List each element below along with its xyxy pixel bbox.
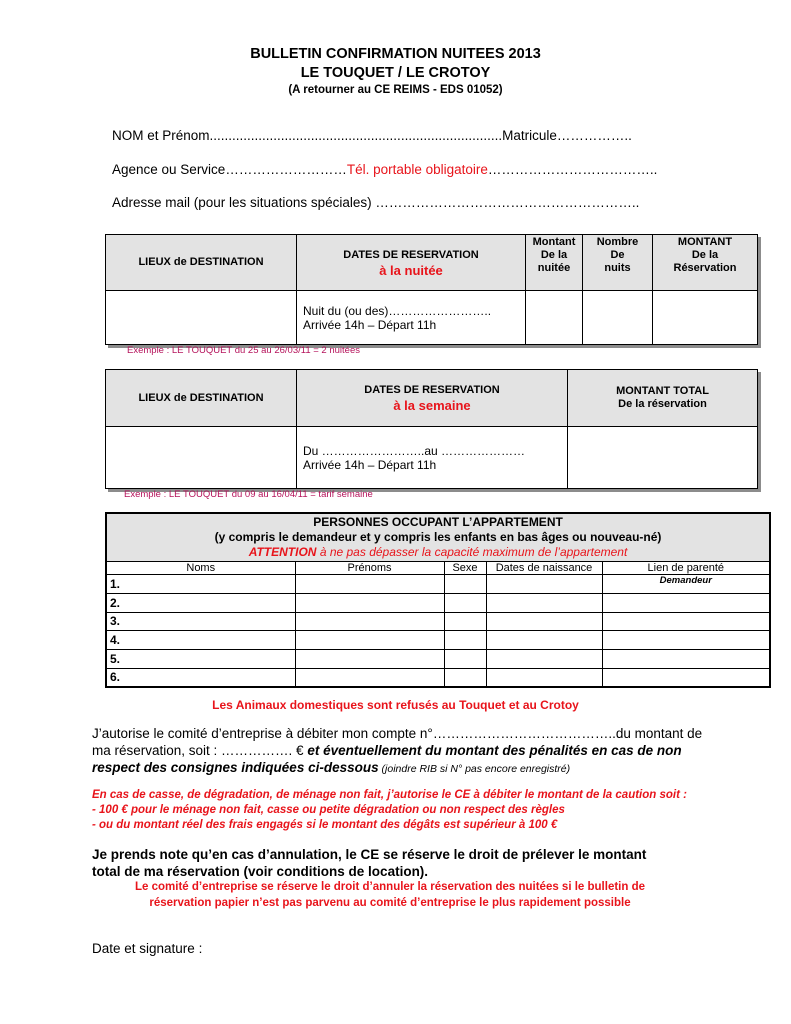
prenom-cell[interactable] xyxy=(295,649,444,668)
example-semaine: Exemple : LE TOUQUET du 09 au 16/04/11 = tarif semaine xyxy=(124,489,373,500)
page-subtitle: LE TOUQUET / LE CROTOY xyxy=(300,65,491,81)
table-row xyxy=(106,630,770,649)
sexe-cell[interactable] xyxy=(444,612,486,630)
naissance-cell[interactable] xyxy=(486,612,602,630)
lieux-input-cell[interactable] xyxy=(106,291,297,345)
prenom-cell[interactable] xyxy=(295,574,444,593)
row-number: 2. xyxy=(106,593,295,612)
header-montant-nuitee: Montant De la nuitée xyxy=(526,235,583,291)
col-prenoms: Prénoms xyxy=(295,561,444,574)
lien-cell[interactable] xyxy=(602,630,770,649)
header-dates-semaine: DATES DE RESERVATION à la semaine xyxy=(297,370,568,427)
cancellation-warning: Le comité d’entreprise se réserve le droit d’annuler la réservation des nuitées si le bulletin de réservation papier n’est pas parvenu au comité d’entreprise le plus rapidement possible xyxy=(134,881,645,909)
prenom-cell[interactable] xyxy=(295,593,444,612)
table-row xyxy=(106,668,770,687)
header-nombre-nuits: Nombre De nuits xyxy=(583,235,653,291)
prenom-cell[interactable] xyxy=(295,668,444,687)
table-nuitee xyxy=(105,234,758,345)
prenom-cell[interactable] xyxy=(295,612,444,630)
naissance-cell[interactable] xyxy=(486,574,602,593)
sexe-cell[interactable] xyxy=(444,668,486,687)
persons-table xyxy=(105,512,771,688)
row-number: 5. xyxy=(106,649,295,668)
signature-label[interactable]: Date et signature : xyxy=(92,941,203,956)
header-lieux: LIEUX de DESTINATION xyxy=(106,235,297,291)
agence-field[interactable] xyxy=(112,162,657,177)
row-number: 1. xyxy=(106,574,295,593)
montant-total-input-cell[interactable] xyxy=(568,427,758,489)
dates-semaine-input-cell[interactable]: Du ……………………..au ………………… Arrivée 14h – Départ 11h xyxy=(297,427,568,489)
row-number: 3. xyxy=(106,612,295,630)
col-noms: Noms xyxy=(106,561,295,574)
naissance-cell[interactable] xyxy=(486,630,602,649)
col-sexe: Sexe xyxy=(444,561,486,574)
sexe-cell[interactable] xyxy=(444,630,486,649)
animals-notice: Les Animaux domestiques sont refusés au Touquet et au Crotoy xyxy=(212,698,579,712)
table-row xyxy=(106,612,770,630)
sexe-cell[interactable] xyxy=(444,593,486,612)
nom-prenom-field[interactable]: NOM et Prénom..............................................................................Matricule…………….. xyxy=(112,128,632,143)
col-lien-parente: Lien de parenté xyxy=(602,561,770,574)
table-row xyxy=(106,649,770,668)
agence-dots: ……………………………….. xyxy=(487,162,658,177)
cancellation-text: Je prends note qu’en cas d’annulation, le CE se réserve le droit de prélever le montant total de ma réservation (voir conditions de location). xyxy=(92,847,647,879)
example-nuitee: Exemple : LE TOUQUET du 25 au 26/03/11 = 2 nuitées xyxy=(127,345,360,356)
naissance-cell[interactable] xyxy=(486,668,602,687)
tel-required-label: Tél. portable obligatoire xyxy=(346,162,488,177)
naissance-cell[interactable] xyxy=(486,593,602,612)
prenom-cell[interactable] xyxy=(295,630,444,649)
caution-text: En cas de casse, de dégradation, de ménage non fait, j’autorise le CE à débiter le montant de la caution soit : - 100 € pour le ménage non fait, casse ou petite dégradation ou non respect des règles - ou du montant réel des frais engagés si le montant des dégâts est supérieur à 100 € xyxy=(92,789,687,831)
lieux-semaine-input-cell[interactable] xyxy=(106,427,297,489)
row-number: 4. xyxy=(106,630,295,649)
demandeur-label: Demandeur xyxy=(602,574,770,593)
table-semaine xyxy=(105,369,758,489)
naissance-cell[interactable] xyxy=(486,649,602,668)
lien-cell[interactable] xyxy=(602,612,770,630)
row-number: 6. xyxy=(106,668,295,687)
persons-header: PERSONNES OCCUPANT L’APPARTEMENT (y compris le demandeur et y compris les enfants en bas âges ou nouveau-né) ATTENTION à ne pas dépasser la capacité maximum de l’appartement xyxy=(106,513,770,561)
montant-nuitee-input-cell[interactable] xyxy=(526,291,583,345)
col-dates-naissance: Dates de naissance xyxy=(486,561,602,574)
authorization-text: J’autorise le comité d’entreprise à débiter mon compte n°…………………………………..du montant de ma réservation, soit : ……………. € et éventuellement du montant des pénalités en cas de non respect des consignes indiquées ci-dessous (joindre RIB si N° pas encore enregistré) xyxy=(92,726,703,775)
sexe-cell[interactable] xyxy=(444,649,486,668)
return-note: (A retourner au CE REIMS - EDS 01052) xyxy=(288,84,503,96)
header-lieux-semaine: LIEUX de DESTINATION xyxy=(106,370,297,427)
montant-reservation-input-cell[interactable] xyxy=(653,291,758,345)
attention-label: ATTENTION xyxy=(248,544,317,559)
header-dates-nuitee: DATES DE RESERVATION à la nuitée xyxy=(297,235,526,291)
table-row xyxy=(106,574,770,593)
header-montant-reservation: MONTANT De la Réservation xyxy=(653,235,758,291)
sexe-cell[interactable] xyxy=(444,574,486,593)
lien-cell[interactable] xyxy=(602,649,770,668)
nombre-nuits-input-cell[interactable] xyxy=(583,291,653,345)
lien-cell[interactable] xyxy=(602,668,770,687)
header-montant-total: MONTANT TOTAL De la réservation xyxy=(568,370,758,427)
dates-input-cell[interactable]: Nuit du (ou des)…………………….. Arrivée 14h – Départ 11h xyxy=(297,291,526,345)
page-title: BULLETIN CONFIRMATION NUITEES 2013 xyxy=(250,46,541,62)
adresse-mail-field[interactable]: Adresse mail (pour les situations spéciales) ………………………………………………….. xyxy=(112,195,640,210)
table-row xyxy=(106,593,770,612)
attention-text: à ne pas dépasser la capacité maximum de l’appartement xyxy=(316,544,628,559)
lien-cell[interactable] xyxy=(602,593,770,612)
agence-label: Agence ou Service……………………… xyxy=(112,162,347,177)
